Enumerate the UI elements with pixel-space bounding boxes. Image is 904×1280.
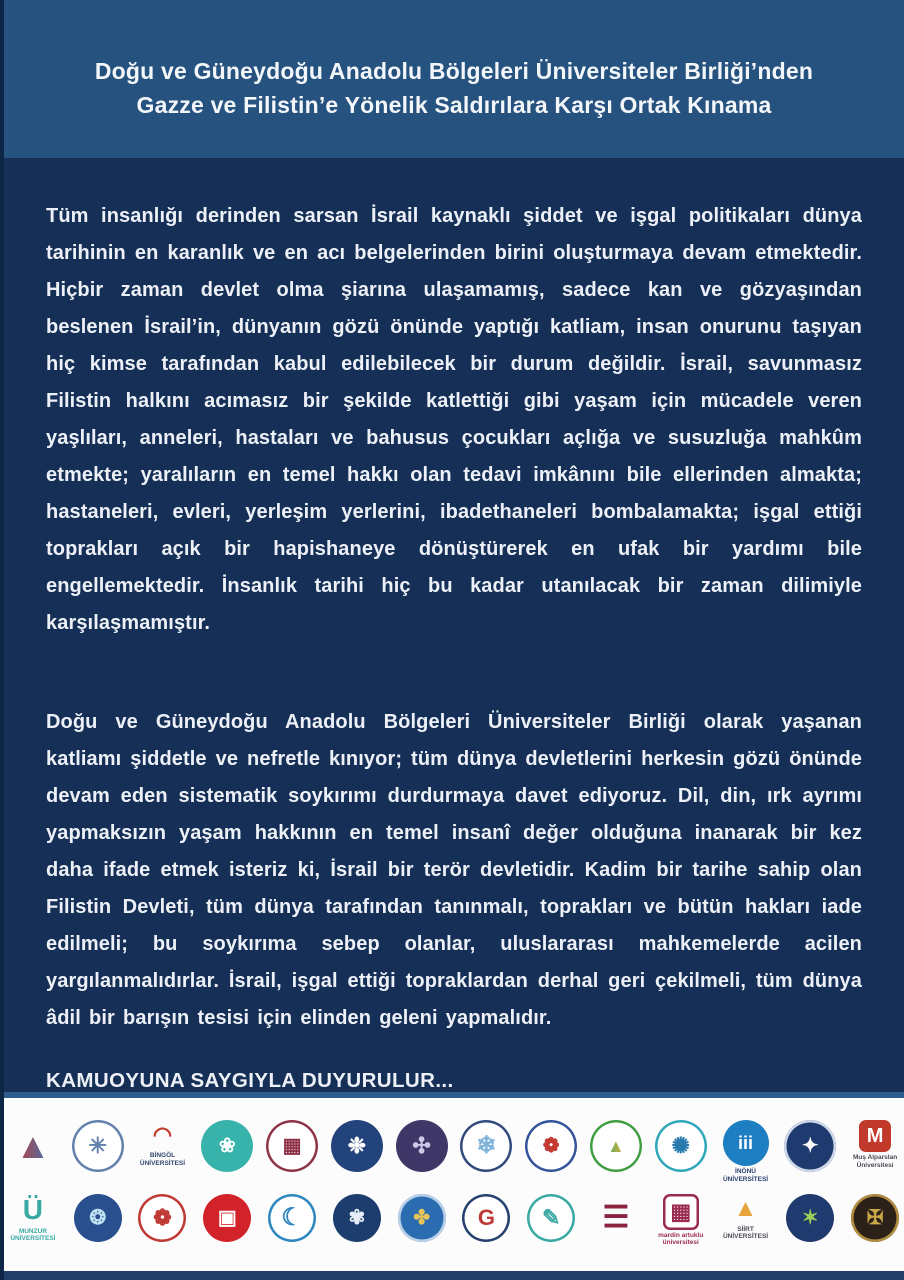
university-logo (263, 1120, 321, 1172)
university-logo (458, 1120, 516, 1172)
university-logo (69, 1194, 127, 1242)
university-logo (781, 1120, 839, 1172)
university-logo-mark (147, 1120, 177, 1150)
university-logo-glyph: ✳ (88, 1133, 107, 1158)
university-logo-mark (460, 1120, 512, 1172)
university-logo-glyph: ▦ (670, 1198, 692, 1224)
university-logo (69, 1120, 127, 1172)
university-logo-caption: SİİRT ÜNİVERSİTESİ (722, 1225, 769, 1241)
statement-body (4, 158, 904, 1092)
university-logo-glyph: ✤ (413, 1206, 430, 1229)
university-logo-glyph: Ü (22, 1193, 44, 1225)
page-title-line-2: Gazze ve Filistin’e Yönelik Saldırılara Karşı Ortak Kınama (136, 92, 772, 118)
university-logo (263, 1194, 321, 1242)
university-logo-glyph: ✦ (801, 1135, 819, 1157)
university-logo-mark (590, 1120, 642, 1172)
statement-paragraph-1: Tüm insanlığı derinden sarsan İsrail kaynaklı şiddet ve işgal politikaları dünya tarihinin en karanlık ve en acı belgelerinden birini oluşturmaya devam etmektedir. Hiçbir zaman devlet olma şiarına ulaşamamış, sadece kan ve gözyaşından beslenen İsrail’in, dünyanın gözü önünde yaptığı katliam, insan onurunu taşıyan hiç kimse tarafından kabul edilebilecek bir durum değildir. İsrail, savunmasız Filistin halkını acımasız bir şekilde katlettiği gibi yaşam için mücadele veren yaşlıları, anneleri, hastaları ve bahusus çocukları açlığa ve susuzluğa mahkûm etmekte; yaralıların en temel hakkı olan tedavi imkânını bile ellerinden almakta; hastaneleri, evleri, yerleşim yerlerini, ibadethaneleri bombalamakta; işgal ettiği toprakları açık bir hapishaneye dönüştürerek en ufak bir yardımı bile engellemektedir. İnsanlık tarihi hiç bu kadar utanılacak bir zaman dilimiyle karşılaşmamıştır. (46, 205, 862, 634)
university-logo-glyph: M (866, 1125, 884, 1147)
university-logo-mark (462, 1194, 510, 1242)
university-logo (522, 1194, 580, 1242)
university-logo (134, 1120, 192, 1168)
university-logo-glyph: ▲ (607, 1136, 625, 1156)
university-logo-mark (331, 1120, 383, 1172)
university-logo-glyph: ❁ (542, 1135, 560, 1157)
university-logo-caption: mardin artuklu üniversitesi (658, 1231, 704, 1247)
page-title (95, 54, 813, 123)
university-logo (587, 1120, 645, 1172)
university-logo-glyph: iii (738, 1133, 754, 1153)
university-logo-mark (138, 1194, 186, 1242)
logo-row-2 (4, 1194, 904, 1248)
statement-paragraph-2: Doğu ve Güneydoğu Anadolu Bölgeleri Üniversiteler Birliği olarak yaşanan katliamı şiddetle ve nefretle kınıyor; tüm dünya devletlerini herkesin gözü önünde devam eden sistematik soykırımı durdurmaya davet ediyoruz. Dil, din, ırk ayrımı yapmaksızın yaşam hakkının en temel insanî değer olduğuna inanarak bir kez daha ifade etmek isteriz ki, İsrail bir terör devletidir. Kadim bir tarihe sahip olan Filistin Devleti, tüm dünya tarafından tanınmalı, toprakları ve bütün hakları iade edilmeli; bu soykırıma sebep olanlar, uluslararası mahkemelerde acilen yargılanmalıdırlar. İsrail, işgal ettiği topraklardan derhal geri çekilmeli, tüm dünya âdil bir barışın tesisi için elinden geleni yapmalıdır. (46, 711, 862, 1029)
closing-line: KAMUOYUNA SAYGIYLA DUYURULUR... (46, 1069, 454, 1092)
university-logo-mark (859, 1120, 891, 1152)
university-logo-caption: Muş Alparslan Üniversitesi (852, 1154, 898, 1169)
university-logo-mark (268, 1194, 316, 1242)
university-logo-glyph: ✎ (541, 1204, 561, 1230)
university-logo-strip (4, 1098, 904, 1271)
university-logo-mark (723, 1120, 769, 1166)
university-logo-mark (398, 1194, 446, 1242)
university-logo-mark (201, 1120, 253, 1172)
university-logo-glyph: ✾ (348, 1206, 366, 1229)
university-logo-mark (592, 1194, 640, 1242)
university-logo-glyph: ❄ (476, 1132, 497, 1159)
university-logo (328, 1194, 386, 1242)
university-logo-mark (396, 1120, 448, 1172)
university-logo-glyph: ❉ (347, 1133, 367, 1158)
university-logo-glyph: ✺ (671, 1133, 690, 1158)
university-logo-glyph: ❀ (218, 1135, 236, 1157)
university-logo (781, 1194, 839, 1242)
university-logo (458, 1194, 516, 1242)
university-logo-mark (17, 1194, 49, 1226)
university-logo-mark (784, 1120, 836, 1172)
university-logo-mark (525, 1120, 577, 1172)
university-logo-mark (203, 1194, 251, 1242)
university-logo-mark (731, 1194, 761, 1224)
university-logo (652, 1194, 710, 1248)
university-logo (328, 1120, 386, 1172)
university-logo-glyph: ▣ (217, 1206, 237, 1229)
university-logo (198, 1194, 256, 1242)
university-logo (198, 1120, 256, 1172)
university-logo-glyph: ◠ (152, 1122, 173, 1147)
footer-band (4, 1271, 904, 1280)
university-logo (4, 1194, 62, 1244)
logo-row-1 (4, 1120, 904, 1184)
university-logo-mark (527, 1194, 575, 1242)
university-logo (393, 1194, 451, 1242)
university-logo-mark (663, 1194, 699, 1230)
university-logo (134, 1194, 192, 1242)
university-logo-caption: BİNGÖL ÜNİVERSİTESİ (139, 1152, 186, 1167)
university-logo (717, 1120, 775, 1184)
university-logo-glyph: ▲ (733, 1194, 758, 1222)
university-logo-glyph: ✣ (412, 1133, 431, 1158)
university-logo-mark (74, 1194, 122, 1242)
university-logo-mark (72, 1120, 124, 1172)
university-logo-glyph: ☾ (281, 1203, 303, 1231)
university-logo (652, 1120, 710, 1172)
university-logo-mark (333, 1194, 381, 1242)
university-logo-glyph: ❁ (153, 1204, 172, 1230)
title-band (4, 0, 904, 158)
university-logo-caption: MUNZUR ÜNİVERSİTESİ (10, 1227, 56, 1243)
university-logo-glyph: ❂ (89, 1206, 107, 1229)
university-logo-mark (851, 1194, 899, 1242)
university-logo-glyph: ☰ (602, 1200, 630, 1234)
university-logo (393, 1120, 451, 1172)
university-logo-mark (7, 1120, 59, 1172)
university-logo (717, 1194, 775, 1242)
university-logo (522, 1120, 580, 1172)
university-logo-glyph: ✶ (801, 1206, 819, 1229)
university-logo-mark (266, 1120, 318, 1172)
university-logo (4, 1120, 62, 1172)
university-logo (587, 1194, 645, 1242)
university-logo-glyph: ✠ (866, 1206, 884, 1229)
university-logo-glyph: G (477, 1204, 495, 1230)
university-logo (846, 1194, 904, 1242)
university-logo (846, 1120, 904, 1170)
page-title-line-1: Doğu ve Güneydoğu Anadolu Bölgeleri Üniversiteler Birliği’nden (94, 57, 814, 84)
university-logo-glyph: ▦ (282, 1135, 302, 1157)
university-logo-glyph: ▲ (15, 1125, 51, 1166)
university-logo-mark (655, 1120, 707, 1172)
university-logo-mark (786, 1194, 834, 1242)
university-logo-caption: İNÖNÜ ÜNİVERSİTESİ (722, 1168, 769, 1183)
